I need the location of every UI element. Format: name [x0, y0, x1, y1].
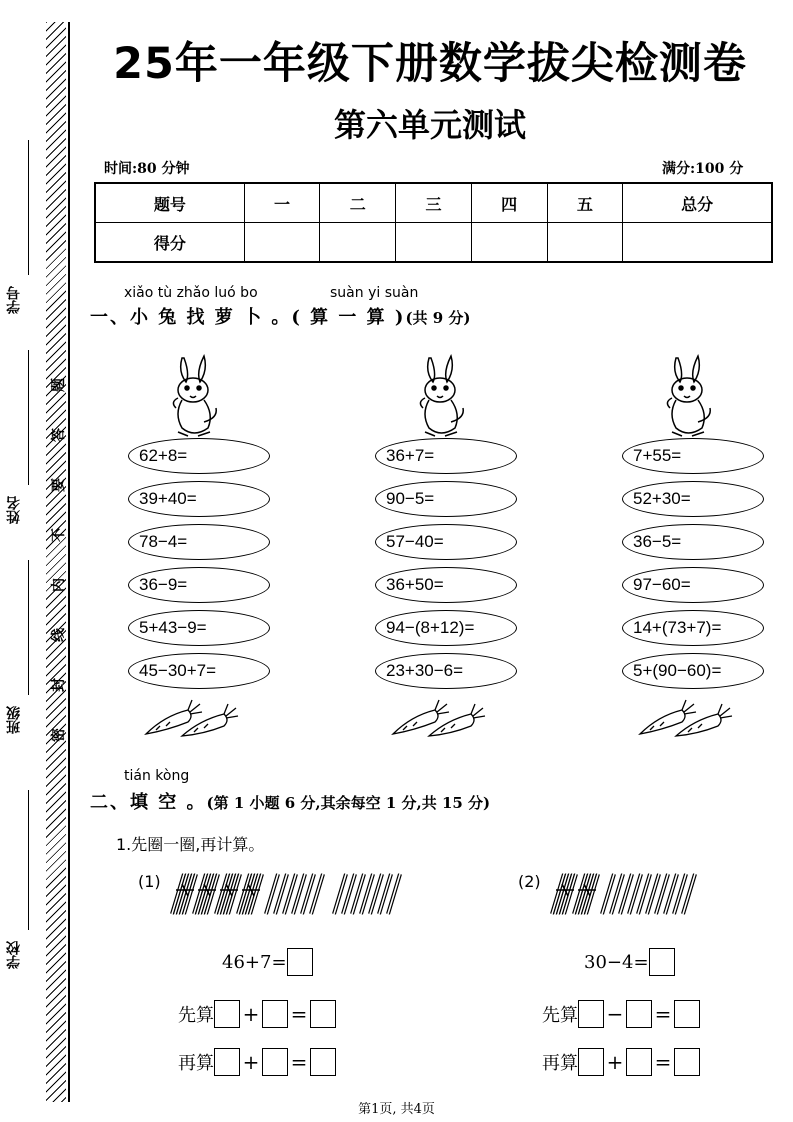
operator: +	[606, 1050, 624, 1074]
section2-pinyin: tián kòng	[124, 768, 190, 784]
page-footer: 第1页, 共4页	[358, 1102, 435, 1117]
equals-sign: =	[654, 1002, 672, 1026]
score-header-cell: 一	[244, 183, 320, 223]
first-step-label: 先算	[178, 1005, 214, 1026]
operator: −	[606, 1002, 624, 1026]
score-header-cell: 总分	[623, 183, 772, 223]
stick-bundle	[574, 874, 598, 914]
page-subtitle: 第六单元测试	[333, 106, 526, 144]
answer-box[interactable]	[262, 1048, 288, 1076]
operator: +	[242, 1050, 260, 1074]
section2-title: 二、填 空 。	[90, 792, 207, 813]
sticks-illustration-1	[170, 870, 470, 920]
operator: +	[242, 1002, 260, 1026]
answer-box[interactable]	[626, 1000, 652, 1028]
rabbit-illustration	[164, 352, 224, 444]
expression-oval[interactable]: 57−40=	[375, 524, 517, 560]
seal-char: 内	[51, 578, 67, 592]
field-school-rule	[28, 790, 29, 930]
carrot-illustration	[636, 698, 736, 742]
expression-oval[interactable]: 45−30+7=	[128, 653, 270, 689]
expression-oval[interactable]: 94−(8+12)=	[375, 610, 517, 646]
stick-bundle	[216, 874, 240, 914]
answer-box[interactable]	[287, 948, 313, 976]
rabbit-illustration	[658, 352, 718, 444]
expression-oval[interactable]: 36−5=	[622, 524, 764, 560]
score-header-cell: 五	[547, 183, 623, 223]
answer-box[interactable]	[674, 1000, 700, 1028]
field-student-id-rule	[28, 140, 29, 275]
score-row-label: 得分	[95, 223, 244, 263]
stick-bundle	[552, 874, 576, 914]
time-limit: 时间:80 分钟	[104, 161, 190, 177]
sticks-illustration-2	[550, 870, 780, 920]
first-step-label: 先算	[542, 1005, 578, 1026]
answer-box[interactable]	[310, 1048, 336, 1076]
part1-equation	[222, 948, 313, 976]
score-cell[interactable]	[244, 223, 320, 263]
equals-sign: =	[290, 1002, 308, 1026]
part1-label: (1)	[138, 872, 161, 891]
then-step-label: 再算	[178, 1053, 214, 1074]
page-title: 25年一年级下册数学拔尖检测卷	[113, 39, 747, 89]
carrot-illustration	[142, 698, 242, 742]
part1-then-step	[178, 1048, 336, 1076]
expression-oval[interactable]: 23+30−6=	[375, 653, 517, 689]
expression-oval[interactable]: 7+55=	[622, 438, 764, 474]
answer-box[interactable]	[674, 1048, 700, 1076]
rabbit-icon	[164, 352, 224, 440]
seal-char: 要	[51, 478, 67, 492]
rabbit-column	[375, 352, 525, 742]
rabbit-column	[128, 352, 278, 742]
score-header-cell: 四	[471, 183, 547, 223]
seal-char: 不	[51, 528, 67, 542]
expression-oval[interactable]: 5+43−9=	[128, 610, 270, 646]
stick-bundle	[238, 874, 262, 914]
field-class: 班级	[6, 706, 22, 734]
answer-box[interactable]	[649, 948, 675, 976]
score-table	[94, 182, 773, 263]
expression-oval[interactable]: 62+8=	[128, 438, 270, 474]
expression-oval[interactable]: 39+40=	[128, 481, 270, 517]
seal-char: 答	[51, 428, 67, 442]
stick-bundle	[172, 874, 196, 914]
expression-oval[interactable]: 14+(73+7)=	[622, 610, 764, 646]
full-score: 满分:100 分	[662, 161, 744, 177]
score-header-cell: 二	[320, 183, 396, 223]
rabbit-illustration	[411, 352, 471, 444]
section2-points: (第 1 小题 6 分,其余每空 1 分,共 15 分)	[206, 794, 491, 812]
question-1-label: 1.先圈一圈,再计算。	[116, 835, 265, 854]
expression-oval[interactable]: 5+(90−60)=	[622, 653, 764, 689]
answer-box[interactable]	[214, 1000, 240, 1028]
score-header-cell: 三	[396, 183, 472, 223]
carrot-illustration	[389, 698, 489, 742]
part1-first-step	[178, 1000, 336, 1028]
rabbit-icon	[658, 352, 718, 440]
part2-first-step	[542, 1000, 700, 1028]
answer-box[interactable]	[578, 1048, 604, 1076]
section1-title: 一、小 兔 找 萝 卜 。( 算 一 算 )	[90, 307, 406, 328]
answer-box[interactable]	[214, 1048, 240, 1076]
part2-then-step	[542, 1048, 700, 1076]
expression-oval[interactable]: 36−9=	[128, 567, 270, 603]
part2-equation	[584, 948, 675, 976]
field-student-id: 学号	[6, 286, 22, 314]
score-cell[interactable]	[623, 223, 772, 263]
answer-box[interactable]	[262, 1000, 288, 1028]
answer-box[interactable]	[310, 1000, 336, 1028]
rabbit-column	[622, 352, 772, 742]
then-step-label: 再算	[542, 1053, 578, 1074]
binding-line	[68, 22, 70, 1102]
carrot-icon	[636, 698, 736, 738]
expression-oval[interactable]: 78−4=	[128, 524, 270, 560]
expression-oval[interactable]: 90−5=	[375, 481, 517, 517]
part1-equation-text: 46+7=	[222, 951, 287, 973]
carrot-icon	[389, 698, 489, 738]
field-school: 学校	[6, 941, 22, 969]
section1-points: (共 9 分)	[405, 309, 471, 327]
seal-char: 密	[51, 728, 67, 742]
stick-bundle	[194, 874, 218, 914]
seal-char: 封	[51, 678, 67, 692]
section1-heading	[90, 303, 471, 329]
seal-char: 线	[51, 628, 67, 642]
equals-sign: =	[654, 1050, 672, 1074]
section2-heading	[90, 788, 490, 814]
score-table-header-row	[95, 183, 772, 223]
expression-oval[interactable]: 36+50=	[375, 567, 517, 603]
section1-pinyin-a: xiǎo tù zhǎo luó bo	[124, 285, 258, 301]
carrot-icon	[142, 698, 242, 738]
expression-oval[interactable]: 36+7=	[375, 438, 517, 474]
seal-char: 题	[51, 378, 67, 392]
expression-oval[interactable]: 52+30=	[622, 481, 764, 517]
answer-box[interactable]	[578, 1000, 604, 1028]
score-cell[interactable]	[471, 223, 547, 263]
field-name: 姓名	[6, 496, 22, 524]
score-cell[interactable]	[396, 223, 472, 263]
field-name-rule	[28, 350, 29, 485]
answer-box[interactable]	[626, 1048, 652, 1076]
score-cell[interactable]	[547, 223, 623, 263]
binding-hatch	[46, 22, 66, 1102]
score-cell[interactable]	[320, 223, 396, 263]
field-class-rule	[28, 560, 29, 695]
part2-label: (2)	[518, 872, 541, 891]
expression-oval[interactable]: 97−60=	[622, 567, 764, 603]
rabbit-icon	[411, 352, 471, 440]
part2-equation-text: 30−4=	[584, 951, 649, 973]
section1-pinyin-b: suàn yi suàn	[330, 285, 419, 301]
score-header-cell: 题号	[95, 183, 244, 223]
score-table-score-row	[95, 223, 772, 263]
equals-sign: =	[290, 1050, 308, 1074]
